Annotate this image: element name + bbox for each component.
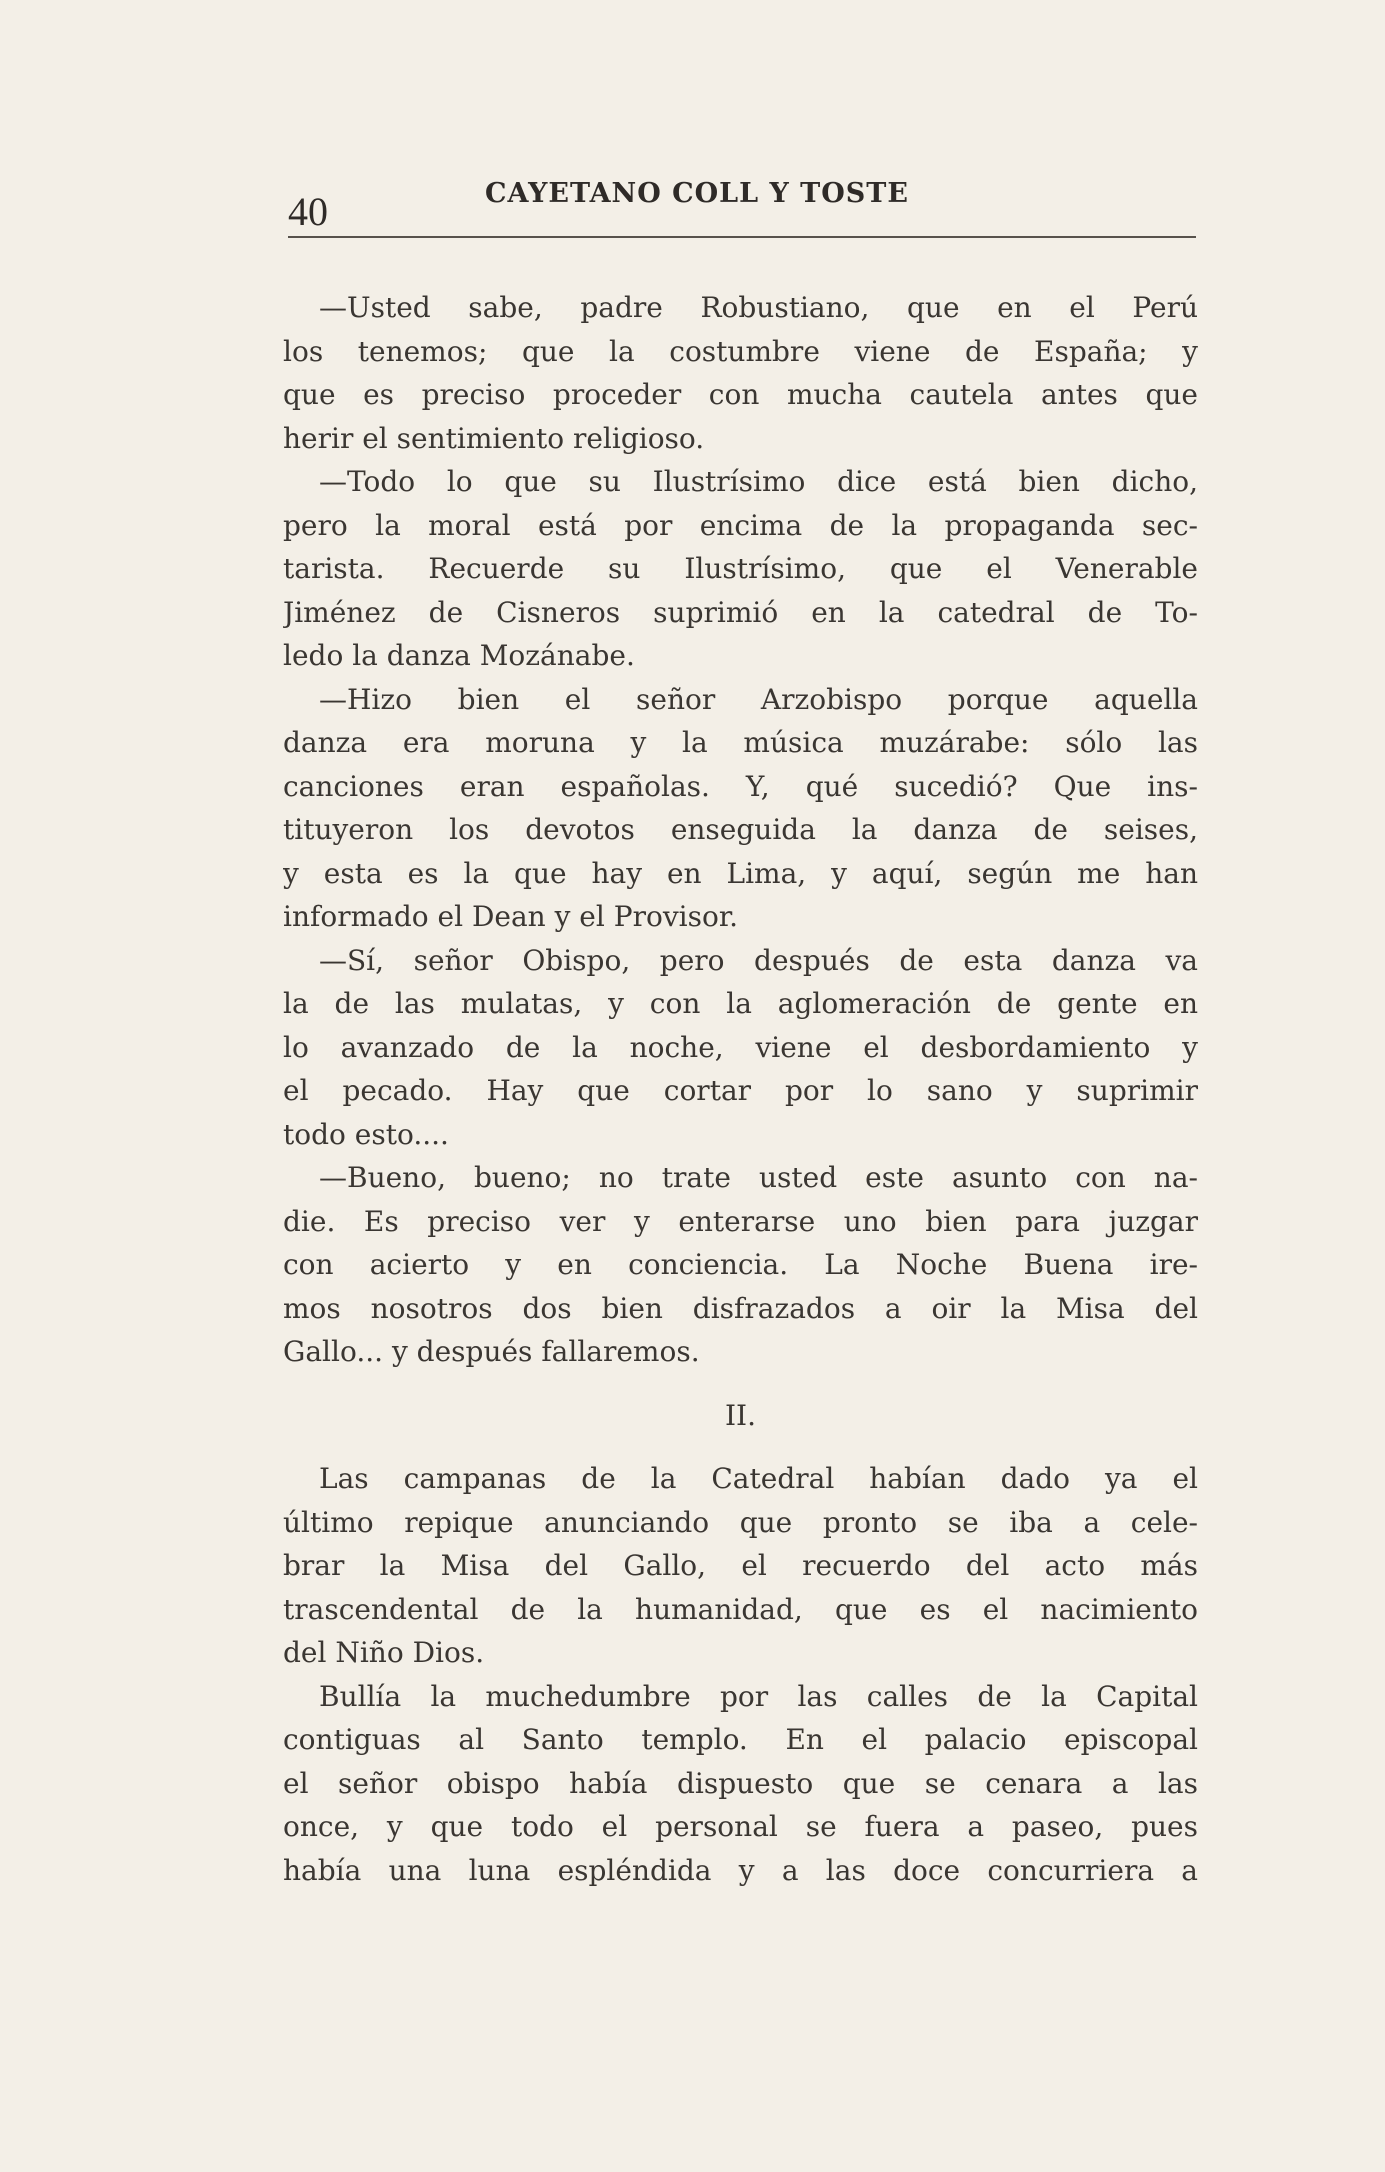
text-line: tarista. Recuerde su Ilustrísimo, que el Venerable: [283, 552, 1198, 585]
text-line: Jiménez de Cisneros suprimió en la catedral de To-: [283, 595, 1198, 629]
text-line: Gallo... y después fallaremos.: [283, 1335, 700, 1368]
section-heading: II.: [724, 1398, 757, 1432]
text-line: once, y que todo el personal se fuera a paseo, pues: [283, 1810, 1198, 1843]
text-line: el pecado. Hay que cortar por lo sano y suprimir: [283, 1074, 1198, 1107]
text-after-section: [283, 1457, 1198, 1892]
text-line: los tenemos; que la costumbre viene de España; y: [283, 334, 1198, 368]
text-before-section: [283, 286, 1198, 1374]
text-line: ledo la danza Mozánabe.: [283, 639, 635, 672]
text-line: trascendental de la humanidad, que es el nacimiento: [283, 1592, 1198, 1626]
text-line: el señor obispo había dispuesto que se cenara a las: [283, 1766, 1198, 1800]
text-line: contiguas al Santo templo. En el palacio episcopal: [283, 1723, 1198, 1756]
text-line: y esta es la que hay en Lima, y aquí, según me han: [283, 856, 1198, 890]
text-line: con acierto y en conciencia. La Noche Buena ire-: [283, 1248, 1198, 1281]
text-line: del Niño Dios.: [283, 1636, 485, 1669]
page-number: 40: [288, 189, 328, 234]
text-line: —Bueno, bueno; no trate usted este asunto con na-: [319, 1161, 1198, 1194]
text-line: pero la moral está por encima de la propaganda sec-: [283, 508, 1198, 542]
text-line: canciones eran españolas. Y, qué sucedió? Que ins-: [283, 769, 1198, 803]
text-line: —Sí, señor Obispo, pero después de esta danza va: [319, 943, 1198, 977]
text-line: informado el Dean y el Provisor.: [283, 900, 739, 933]
text-line: todo esto....: [283, 1117, 449, 1151]
text-line: había una luna espléndida y a las doce concurriera a: [283, 1853, 1198, 1887]
text-line: que es preciso proceder con mucha cautela antes que: [283, 378, 1198, 411]
text-line: brar la Misa del Gallo, el recuerdo del acto más: [283, 1549, 1198, 1582]
text-line: tituyeron los devotos enseguida la danza de seises,: [283, 813, 1198, 846]
text-line: —Usted sabe, padre Robustiano, que en el Perú: [319, 291, 1198, 324]
running-head: CAYETANO COLL Y TOSTE: [485, 178, 909, 209]
text-line: Las campanas de la Catedral habían dado ya el: [319, 1462, 1198, 1495]
text-line: —Todo lo que su Ilustrísimo dice está bien dicho,: [319, 465, 1198, 498]
header-rule: [288, 236, 1196, 238]
text-line: danza era moruna y la música muzárabe: sólo las: [283, 726, 1198, 759]
text-line: la de las mulatas, y con la aglomeración de gente en: [283, 987, 1198, 1020]
text-line: —Hizo bien el señor Arzobispo porque aquella: [319, 682, 1198, 716]
page-header: [288, 170, 1196, 242]
body-text: [283, 286, 1198, 1892]
text-line: último repique anunciando que pronto se iba a cele-: [283, 1505, 1198, 1539]
text-line: herir el sentimiento religioso.: [283, 421, 705, 455]
text-line: mos nosotros dos bien disfrazados a oir la Misa del: [283, 1291, 1198, 1325]
text-line: die. Es preciso ver y enterarse uno bien para juzgar: [283, 1204, 1198, 1238]
text-line: lo avanzado de la noche, viene el desbordamiento y: [283, 1030, 1198, 1064]
text-line: Bullía la muchedumbre por las calles de la Capital: [319, 1679, 1198, 1713]
